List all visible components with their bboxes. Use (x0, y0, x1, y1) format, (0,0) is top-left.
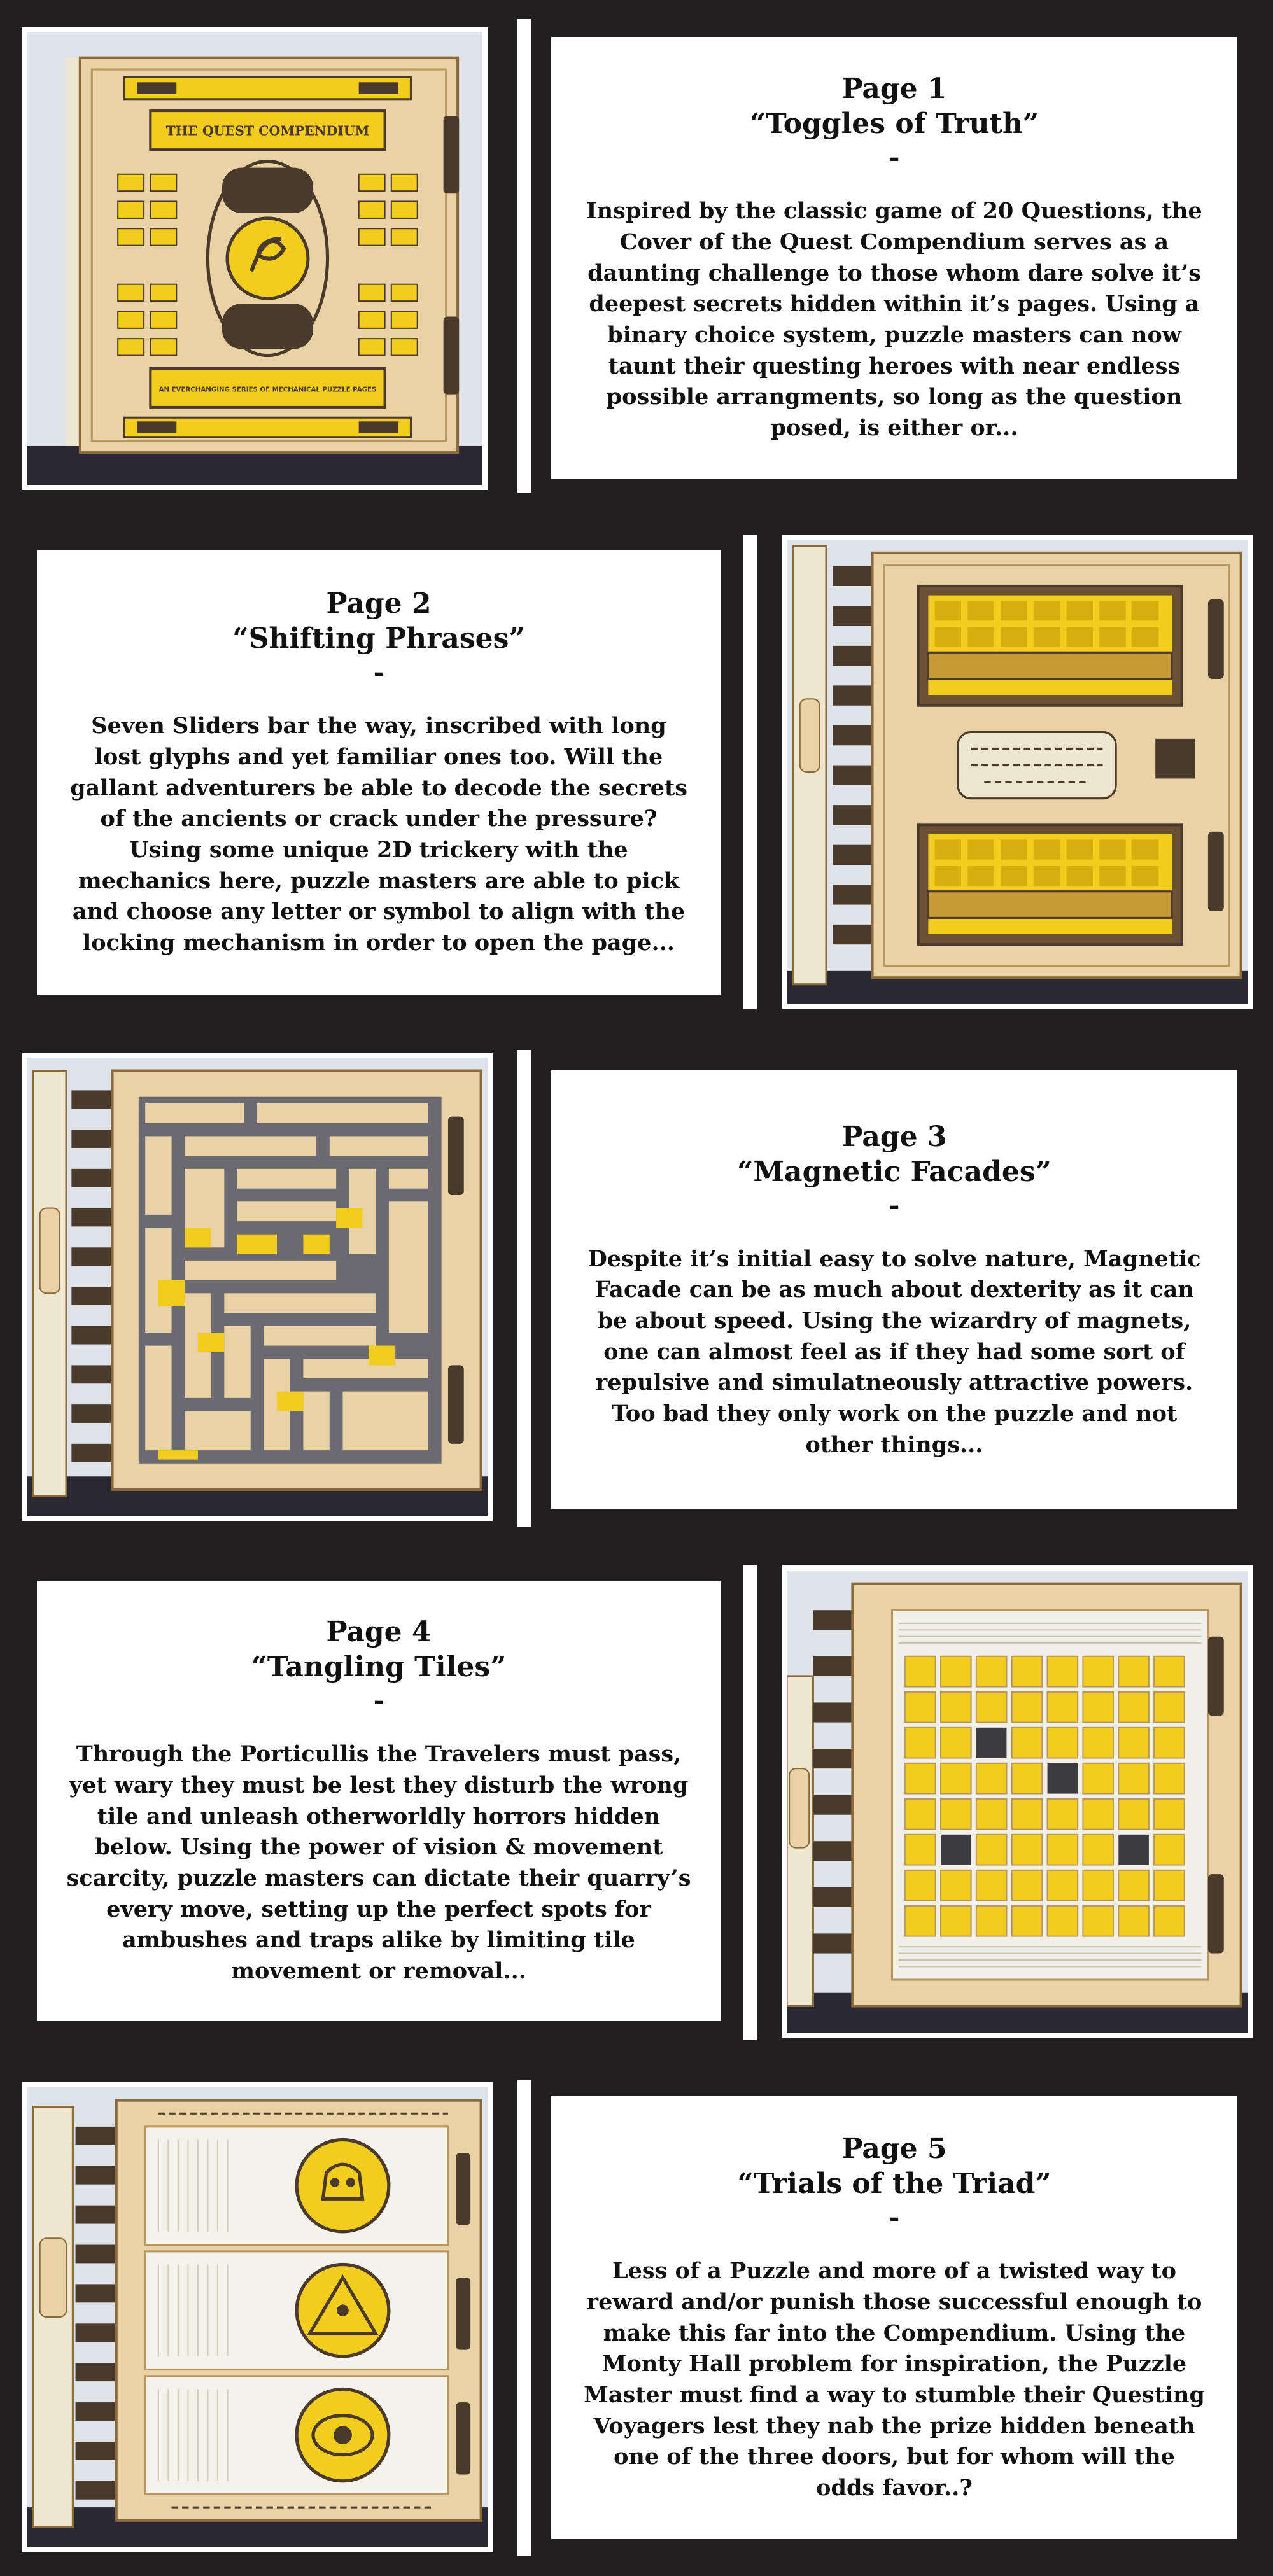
text-card-page-5 (551, 2096, 1237, 2539)
text-card-page-2 (37, 550, 721, 995)
title-separator: - (373, 657, 384, 688)
page-number: Page 4 (326, 1616, 432, 1649)
page-description: Seven Sliders bar the way, inscribed with long lost glyphs and yet familiar ones too. Will the gallant adventurers be able to decode the secrets of the ancients or crack under the pressure? Using some unique 2D trickery with the mechanics here, puzzle masters are able to pick and choose any letter or symbol to align with the locking mechanism in order to open the page... (70, 713, 687, 956)
page-number: Page 3 (841, 1120, 947, 1153)
page-description: Despite it’s initial easy to solve nature, Magnetic Facade can be as much about dexterity as it can be about speed. Using the wizardry of magnets, one can almost feel as if they had some sort of repulsive and simulatneously attractive powers. Too bad they only work on the puzzle and not other things... (587, 1245, 1201, 1458)
divider-1 (517, 19, 531, 493)
title-separator: - (373, 1686, 384, 1716)
photo-page-2-sliders (782, 535, 1253, 1009)
text-card-page-3 (551, 1070, 1237, 1509)
page-number: Page 5 (841, 2132, 947, 2166)
page-number: Page 1 (841, 73, 947, 106)
divider-2 (743, 535, 757, 1009)
page-title: “Trials of the Triad” (737, 2167, 1051, 2201)
page-title: “Magnetic Facades” (737, 1155, 1051, 1188)
title-separator: - (889, 143, 900, 173)
page-number: Page 2 (326, 587, 432, 620)
page-description: Less of a Puzzle and more of a twisted way to reward and/or punish those successful enough to make this far into the Compendium. Using the Monty Hall problem for inspiration, the Puzzle Master must find a way to stumble their Questing Voyagers lest they nab the prize hidden beneath one of the three doors, but for whom will the odds favor..? (584, 2258, 1205, 2501)
divider-3 (517, 1050, 531, 1527)
page-description: Inspired by the classic game of 20 Questions, the Cover of the Quest Compendium serves as a daunting challenge to those whom dare solve it’s deepest secrets hidden within it’s pages. Using a binary choice system, puzzle masters can now taunt their questing heroes with near endless possible arrangments, so long as the question posed, is either or... (586, 198, 1202, 441)
page-title: “Shifting Phrases” (232, 622, 525, 655)
text-card-page-4 (37, 1581, 721, 2021)
divider-5 (517, 2080, 531, 2556)
cover-subtitle-text: AN EVERCHANGING SERIES OF MECHANICAL PUZZLE PAGES (158, 386, 377, 394)
page-description: Through the Porticullis the Travelers must pass, yet wary they must be lest they disturb the wrong tile and unleash otherworldly horrors hidden below. Using the power of vision & movement scarcity, puzzle masters can dictate their quarry’s every move, setting up the perfect spots for ambushes and traps alike by limiting tile movement or removal... (66, 1741, 691, 1984)
photo-page-5-triad (22, 2082, 493, 2552)
text-card-page-1 (551, 37, 1237, 479)
page-title: “Tangling Tiles” (251, 1651, 507, 1684)
photo-page-3-maze (22, 1053, 493, 1521)
title-separator: - (889, 2202, 900, 2233)
cover-title-text: THE QUEST COMPENDIUM (165, 123, 370, 139)
photo-page-1-cover (22, 27, 488, 490)
divider-4 (743, 1565, 757, 2040)
page-title: “Toggles of Truth” (749, 108, 1039, 141)
photo-page-4-tiles (782, 1565, 1253, 2038)
title-separator: - (889, 1190, 900, 1221)
